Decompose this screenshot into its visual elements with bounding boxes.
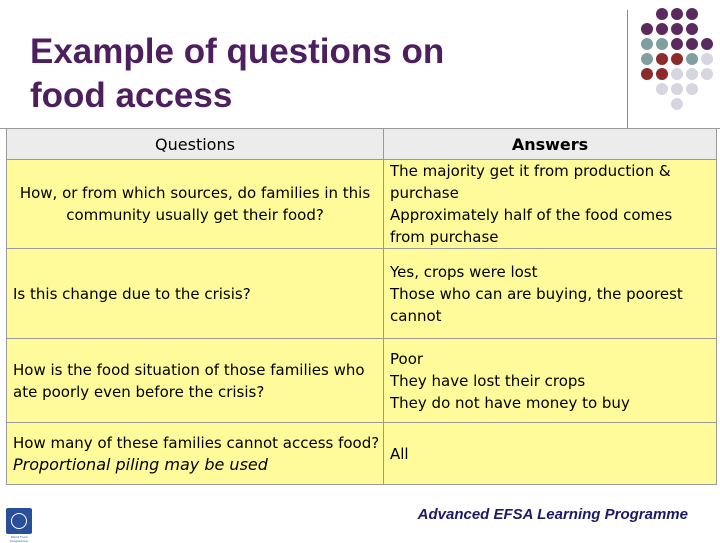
decorative-dot — [671, 98, 683, 110]
decorative-dot — [641, 38, 653, 50]
table-row — [7, 339, 717, 423]
answer-line: purchase — [390, 184, 459, 202]
decorative-dot — [656, 83, 668, 95]
table-header-row — [7, 129, 717, 160]
decorative-dot — [671, 23, 683, 35]
decorative-dot — [701, 53, 713, 65]
answer-cell — [384, 160, 717, 249]
decorative-dot — [656, 68, 668, 80]
answer-cell — [384, 249, 717, 339]
question-cell: Is this change due to the crisis? — [7, 249, 384, 339]
question-cell: How, or from which sources, do families in this community usually get their food? — [7, 160, 384, 249]
question-cell — [7, 423, 384, 485]
answer-line: Approximately half of the food comes — [390, 206, 673, 224]
decorative-dot — [686, 38, 698, 50]
answer-cell — [384, 339, 717, 423]
wfp-logo — [6, 508, 32, 543]
question-cell: How is the food situation of those families who ate poorly even before the crisis? — [7, 339, 384, 423]
decorative-dot — [656, 8, 668, 20]
decorative-dot — [686, 8, 698, 20]
answer-line: from purchase — [390, 228, 499, 246]
decorative-dot — [686, 53, 698, 65]
answers-header: Answers — [384, 129, 717, 160]
decorative-dot — [671, 53, 683, 65]
decorative-dot — [671, 68, 683, 80]
decorative-dot — [701, 68, 713, 80]
question-italic-note: Proportional piling may be used — [13, 454, 268, 474]
decorative-dot — [656, 53, 668, 65]
answer-line: All — [390, 444, 409, 463]
decorative-dot — [656, 38, 668, 50]
logo-caption: World Food Programme — [10, 535, 28, 543]
decorative-dot — [701, 38, 713, 50]
answer-cell — [384, 423, 717, 485]
answer-line: Those who can are buying, the poorest — [390, 284, 683, 303]
answer-line: They have lost their crops — [390, 371, 586, 390]
decorative-dot — [686, 23, 698, 35]
decorative-dot — [686, 68, 698, 80]
table-row — [7, 249, 717, 339]
footer-programme-name: Advanced EFSA Learning Programme — [417, 506, 688, 523]
question-text: How many of these families cannot access food? — [13, 433, 380, 452]
answer-line: Poor — [390, 349, 424, 368]
questions-header: Questions — [7, 129, 384, 160]
table-row — [7, 160, 717, 249]
decorative-dot — [656, 23, 668, 35]
decorative-dot — [686, 83, 698, 95]
answer-line: The majority get it from production & — [390, 162, 671, 180]
decorative-dot — [671, 38, 683, 50]
answer-line: cannot — [390, 306, 442, 325]
globe-icon — [11, 513, 27, 529]
decorative-dot — [671, 83, 683, 95]
table-row — [7, 423, 717, 485]
answer-line: They do not have money to buy — [390, 393, 630, 412]
decorative-dot — [671, 8, 683, 20]
decorative-dot — [641, 53, 653, 65]
answer-line: Yes, crops were lost — [390, 262, 538, 281]
decorative-dot — [641, 68, 653, 80]
decorative-dot — [641, 23, 653, 35]
slide-title: Example of questions on food access — [30, 32, 445, 115]
title-divider-vertical — [627, 10, 628, 128]
questions-answers-table — [6, 128, 717, 485]
